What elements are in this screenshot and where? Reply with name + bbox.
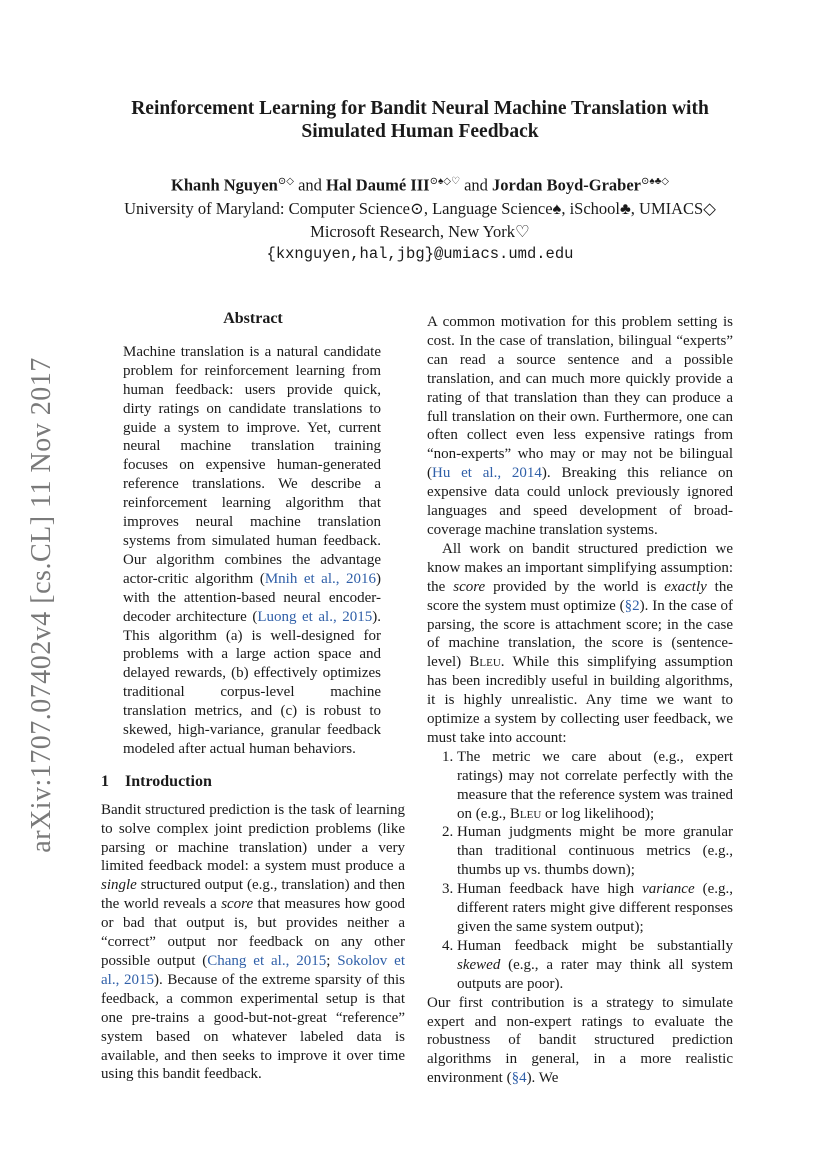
text-run: ). Breaking this reliance on expensive data could unlock previously ignored languages and speed development of broad-coverage machine translation systems.: [427, 465, 733, 538]
text-run: provided by the world is: [485, 578, 665, 595]
abstract-heading: Abstract: [223, 310, 283, 327]
section-link[interactable]: §2: [624, 597, 640, 614]
affiliation-line: Microsoft Research, New York♡: [310, 221, 530, 241]
author-name: Hal Daumé III: [326, 175, 430, 195]
text-run: the score the system must optimize (: [427, 578, 734, 614]
author-separator: and: [293, 175, 327, 195]
text-run: The metric we care about (e.g., expert ratings) may not correlate perfectly with the measure that the reference system was trained on (e.g.,: [457, 748, 733, 822]
text-run: All work on bandit structured prediction we know makes an important simplifying assumption: the: [427, 540, 733, 595]
body-paragraph: [427, 540, 733, 748]
abstract-text: [123, 343, 381, 759]
text-run: that measures how good or bad that output is, but provides neither a “correct” output nor feedback on any other possible output (: [101, 896, 405, 969]
text-run: A common motivation for this problem setting is cost. In the case of translation, bilingual “experts” can read a source sentence and a possible translation, and can much more quickly provide a rating of that translation than they can produce a full translation on their own. Furthermore, one can often collect even less expensive ratings from “non-experts” who may or may not be bilingual (: [427, 314, 733, 482]
left-column: [101, 310, 405, 1084]
emphasis: skewed: [457, 956, 501, 973]
text-run: Bandit structured prediction is the task of learning to solve complex joint prediction problems (like parsing or machine translation) under a very limited feedback model: a system must produce a: [101, 801, 405, 875]
text-run: . While this simplifying assumption has been incredibly useful in building algorithms, it is highly unrealistic. Any time we want to optimize a system by collecting user feedback, we must take into account:: [427, 654, 733, 746]
text-run: ). We: [526, 1070, 559, 1087]
paper-title: Reinforcement Learning for Bandit Neural Machine Translation with Simulated Human Feedback: [131, 98, 709, 142]
text-run: Machine translation is a natural candidate problem for reinforcement learning from human feedback: users provide quick, dirty ratings on candidate translations to guide a system to improve. Yet, current neural machine translation training focuses on expensive human-generated reference translations. We describe a reinforcement learning algorithm that improves neural machine translation systems from simulated human feedback. Our algorithm combines the advantage actor-critic algorithm (: [123, 343, 381, 587]
numbered-list: [427, 748, 733, 994]
body-paragraph: [427, 313, 733, 540]
emphasis: single: [101, 877, 137, 894]
author-affiliation-marks: ⊙◇: [277, 176, 294, 187]
author-name: Khanh Nguyen: [171, 175, 278, 195]
arxiv-stamp-text: arXiv:1707.07402v4 [cs.CL] 11 Nov 2017: [26, 357, 57, 853]
text-run: structured output (e.g., translation) and then the world reveals a: [101, 877, 405, 913]
author-affiliation-marks: ⊙♠◇♡: [429, 176, 460, 187]
arxiv-stamp: [22, 357, 62, 853]
affiliation-line: University of Maryland: Computer Science⊙, Language Science♠, iSchool♣, UMIACS◇: [124, 198, 716, 218]
text-run: (e.g., a rater may think all system outputs are poor).: [457, 956, 733, 992]
list-item: [457, 937, 733, 994]
text-run: ). This algorithm (a) is well-designed for problems with a large action space and delayed rewards, (b) effectively optimizes traditional corpus-level machine translation metrics, and (c) is robust to skewed, high-variance, granular feedback modeled after actual human behaviors.: [123, 608, 381, 757]
text-run: or log likelihood);: [541, 805, 655, 822]
list-item: [457, 880, 733, 937]
list-item: 2. Human judgments might be more granular than traditional continuous metrics (e.g., thumbs up vs. thumbs down);: [457, 823, 733, 880]
section-title: Introduction: [125, 772, 212, 790]
author-block: [100, 170, 740, 266]
right-column: [427, 313, 733, 1088]
text-run: ). Because of the extreme sparsity of this feedback, a common experimental setup is that one pre-trains a good-but-not-great “reference” system based on whatever labeled data is available, and then seeks to improve it over time using this bandit feedback.: [101, 971, 405, 1083]
author-name: Jordan Boyd-Graber: [492, 175, 642, 195]
citation-link[interactable]: Hu et al., 2014: [432, 465, 542, 482]
section-heading: [101, 773, 405, 792]
body-paragraph: [427, 994, 733, 1089]
citation-link[interactable]: Mnih et al., 2016: [264, 570, 377, 587]
citation-link[interactable]: Luong et al., 2015: [257, 608, 373, 625]
emphasis: exactly: [664, 578, 707, 595]
text-run: Human feedback might be substantially: [457, 937, 733, 954]
text-run: ;: [326, 953, 338, 969]
bleu-term: Bleu: [509, 805, 542, 822]
citation-link[interactable]: Chang et al., 2015: [207, 953, 327, 969]
author-separator: and: [459, 175, 493, 195]
list-item: [457, 748, 733, 824]
intro-paragraph: [101, 801, 405, 1085]
emphasis: score: [453, 578, 486, 595]
section-number: 1: [101, 772, 109, 790]
text-run: Human feedback have high: [457, 881, 643, 898]
email-line: {kxnguyen,hal,jbg}@umiacs.umd.edu: [266, 244, 574, 263]
bleu-term: Bleu: [469, 654, 501, 671]
author-line: [100, 170, 740, 197]
text-run: ) with the attention-based neural encoder-decoder architecture (: [123, 570, 382, 625]
text-run: ). In the case of parsing, the score is attachment score; in the case of machine translation, the score is (sentence-level): [427, 597, 734, 671]
emphasis: score: [221, 896, 254, 913]
section-link[interactable]: §4: [511, 1070, 527, 1087]
emphasis: variance: [642, 881, 695, 898]
citation-link[interactable]: Sokolov et al., 2015: [101, 953, 405, 988]
text-run: (e.g., different raters might give different responses given the same system output);: [457, 881, 733, 935]
author-affiliation-marks: ⊙♠♣◇: [641, 176, 669, 187]
text-run: Our first contribution is a strategy to simulate expert and non-expert ratings to evaluate the robustness of bandit structured prediction algorithms in general, in a more realistic environment (: [427, 994, 733, 1087]
